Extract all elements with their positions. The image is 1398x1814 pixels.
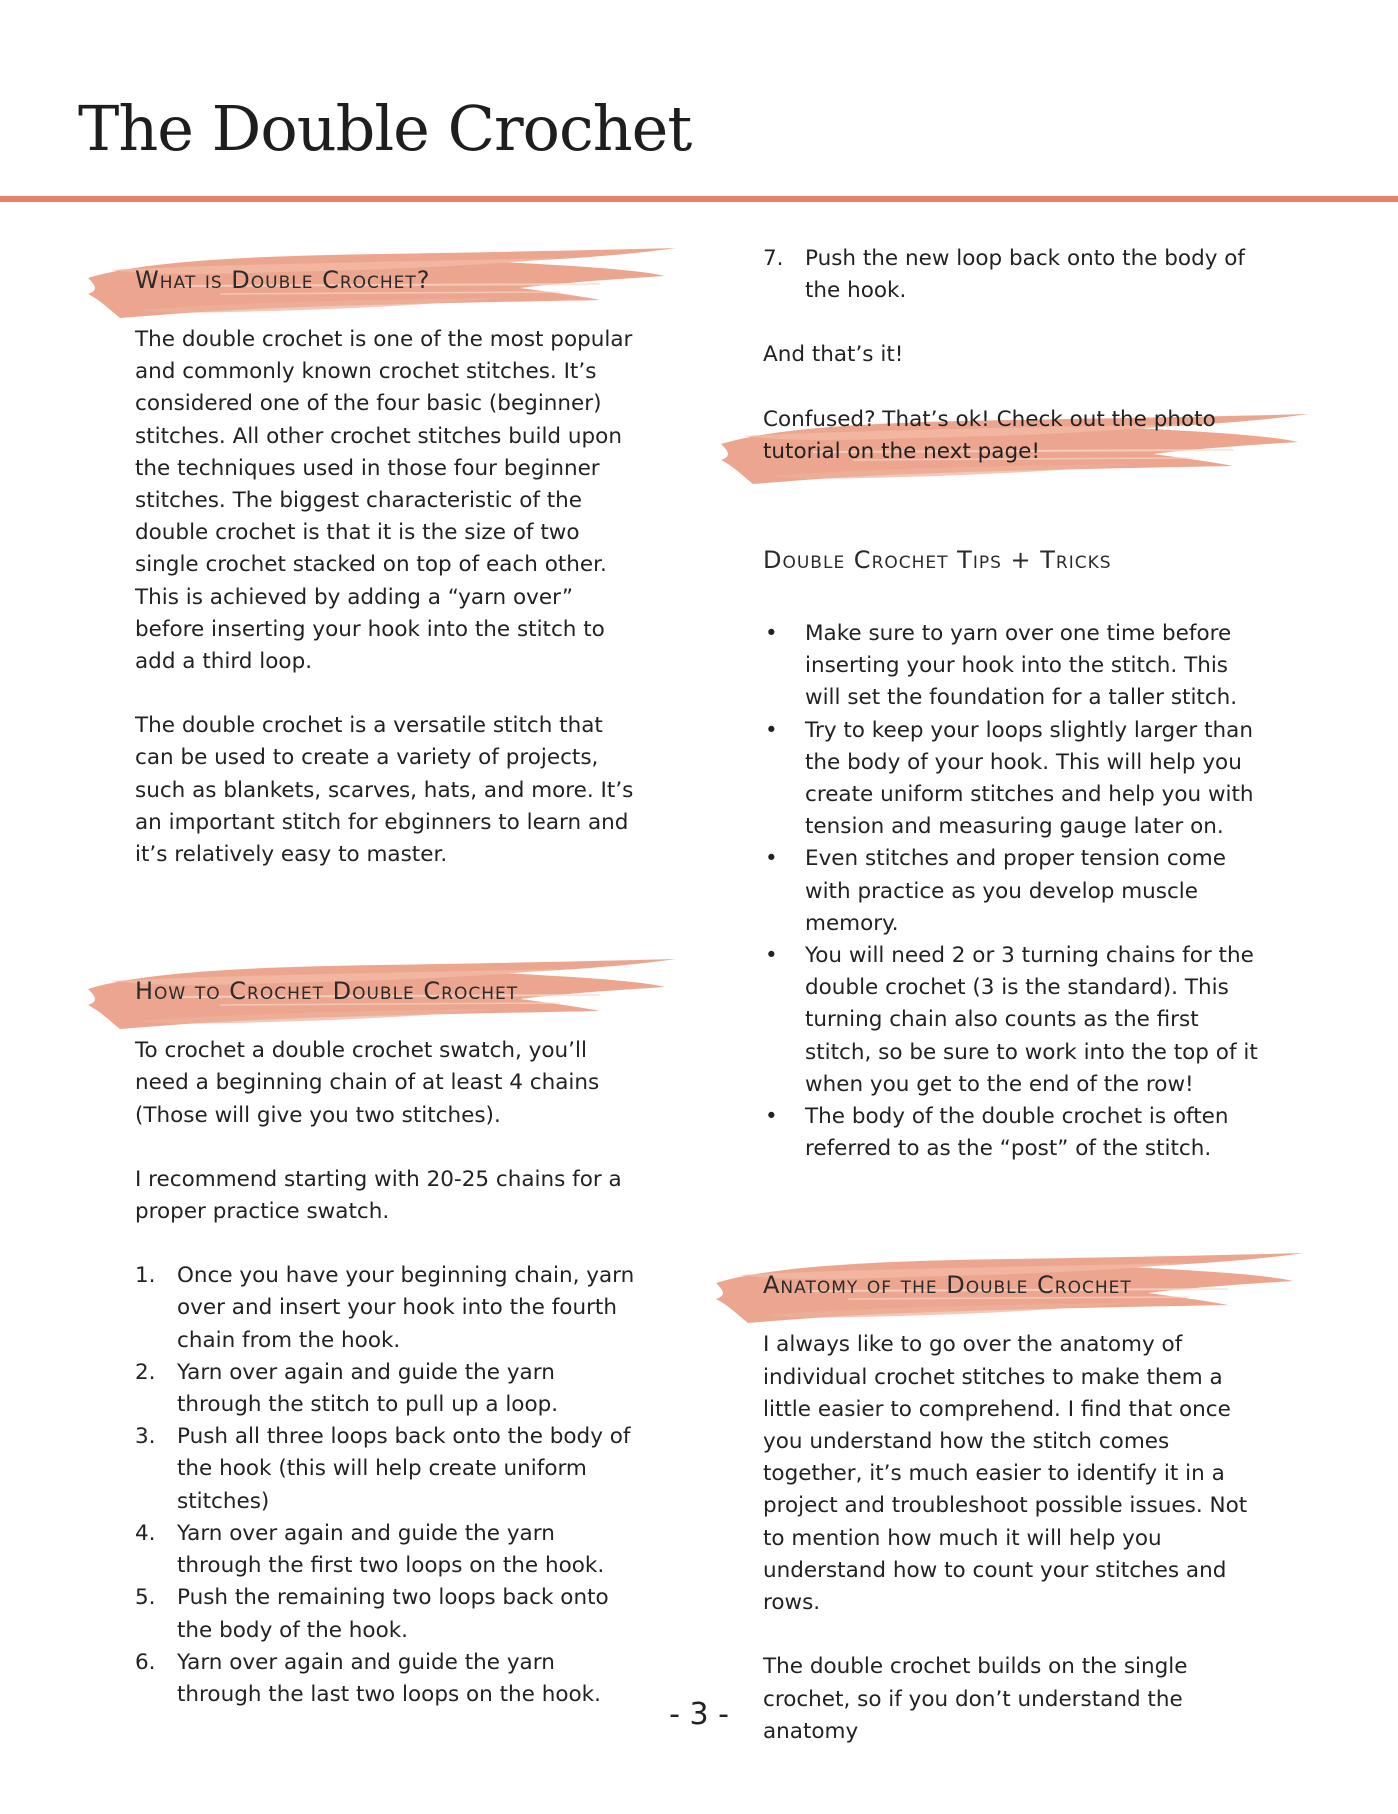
paragraph: I always like to go over the anatomy of individual crochet stitches to make them a little easier to comprehend. I find that once you understand how the stitch comes together, it’s much easier to identify it in a project and troubleshoot possible issues. Not to mention how much it will help you understand how to count your stitches and rows.	[763, 1332, 1248, 1616]
what-is-heading-block	[135, 238, 640, 326]
paragraph: The double crochet is a versatile stitch that can be used to create a variety of projects, such as blankets, scarves, hats, and more. It’s an important stitch for ebginners to learn and it’s relatively easy to master.	[135, 713, 634, 868]
tips-heading-block	[763, 538, 1268, 618]
section-heading: Anatomy of the Double Crochet	[763, 1271, 1132, 1300]
steps-list-continued	[763, 243, 1268, 307]
paragraph: I recommend starting with 20-25 chains for a proper practice swatch.	[135, 1166, 622, 1225]
list-item: 4. Yarn over again and guide the yarn through the first two loops on the hook.	[135, 1520, 605, 1579]
callout-block	[763, 404, 1268, 468]
list-item: • Even stitches and proper tension come with practice as you develop muscle memory.	[765, 846, 1226, 936]
paragraph: The double crochet is one of the most popular and commonly known crochet stitches. It’s considered one of the four basic (beginner) stitches. All other crochet stitches build upon the techniques used in those four beginner stitches. The biggest characteristic of the double crochet is that it is the size of two single crochet stacked on top of each other. This is achieved by adding a “yarn over” before inserting your hook into the stitch to add a third loop.	[135, 327, 633, 675]
right-column	[763, 243, 1268, 1748]
paragraph: To crochet a double crochet swatch, you’ll need a beginning chain of at least 4 chains (Those will give you two stitches).	[135, 1038, 600, 1128]
list-item: 2. Yarn over again and guide the yarn through the stitch to pull up a loop.	[135, 1359, 559, 1418]
paragraph: The double crochet builds on the single crochet, so if you don’t understand the anatomy	[763, 1654, 1188, 1744]
list-item: • The body of the double crochet is often referred to as the “post” of the stitch.	[765, 1104, 1229, 1162]
page-title: The Double Crochet	[78, 92, 692, 165]
paragraph: And that’s it!	[763, 342, 904, 368]
list-item: 3. Push all three loops back onto the body of the hook (this will help create uniform stitches)	[135, 1424, 631, 1514]
callout-text: Confused? That’s ok! Check out the photo tutorial on the next page!	[763, 406, 1216, 464]
list-item: • You will need 2 or 3 turning chains for the double crochet (3 is the standard). This turning chain also counts as the first stitch, so be sure to work into the top of it when you get to the end of the row!	[765, 943, 1258, 1097]
section-heading: How to Crochet Double Crochet	[135, 977, 519, 1006]
title-divider	[0, 196, 1398, 202]
section-heading: Double Crochet Tips + Tricks	[763, 546, 1112, 575]
anatomy-heading-block	[763, 1243, 1268, 1331]
list-item: 7. Push the new loop back onto the body of the hook.	[763, 246, 1246, 304]
how-to-heading-block	[135, 949, 640, 1037]
list-item: • Make sure to yarn over one time before inserting your hook into the stitch. This will set the foundation for a taller stitch.	[765, 621, 1238, 711]
list-item: 6. Yarn over again and guide the yarn through the last two loops on the hook.	[135, 1649, 601, 1707]
list-item: • Try to keep your loops slightly larger than the body of your hook. This will help you create uniform stitches and help you with tension and measuring gauge later on.	[765, 717, 1254, 840]
tips-list	[763, 618, 1268, 1165]
list-item: 1. Once you have your beginning chain, yarn over and insert your hook into the fourth chain from the hook.	[135, 1263, 635, 1353]
left-column	[135, 238, 640, 1711]
page-number: - 3 -	[669, 1697, 729, 1732]
list-item: 5. Push the remaining two loops back onto the body of the hook.	[135, 1585, 609, 1643]
section-heading: What is Double Crochet?	[135, 266, 431, 294]
steps-list	[135, 1260, 640, 1711]
